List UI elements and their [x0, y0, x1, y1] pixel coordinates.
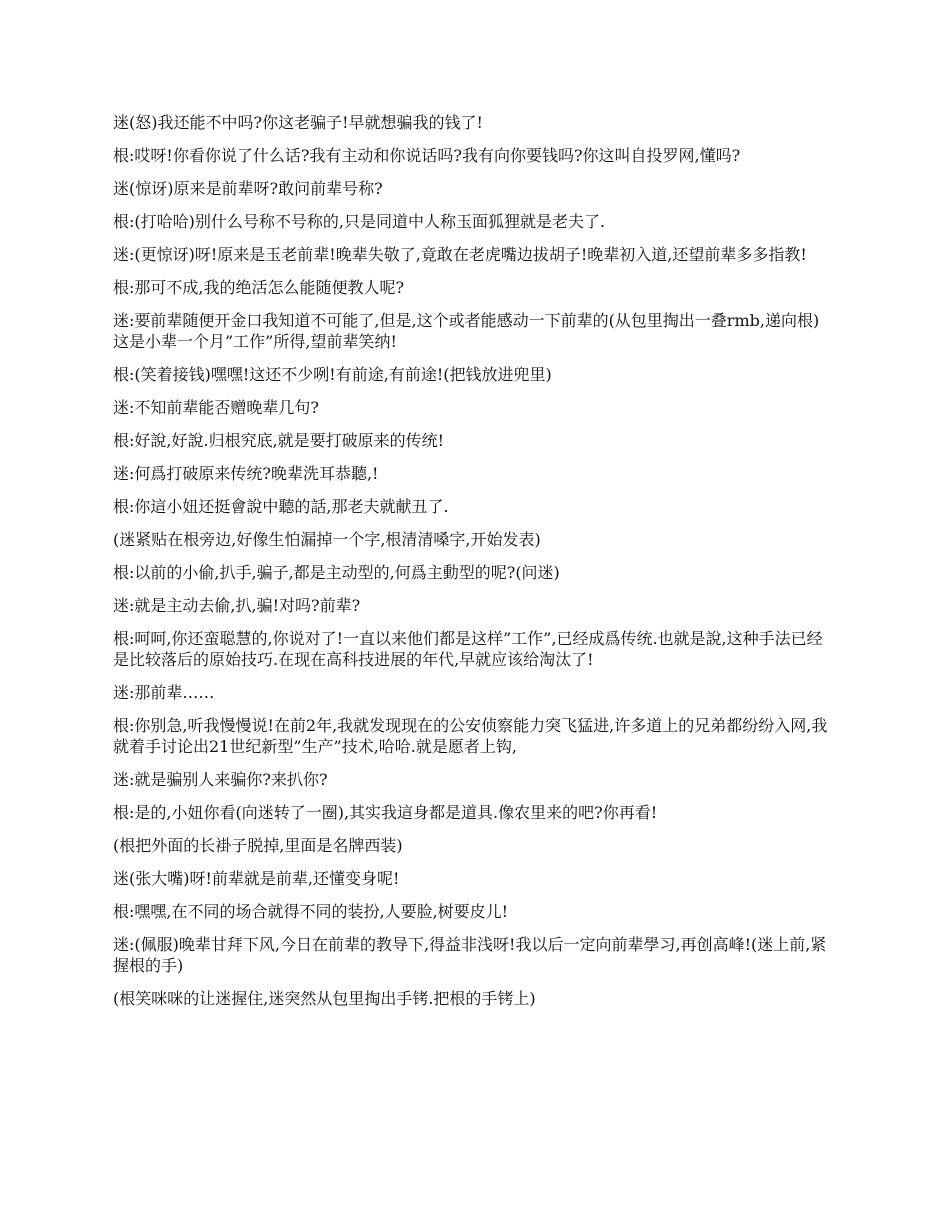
dialogue-line: 迷(怒)我还能不中吗?你这老骗子!早就想骗我的钱了!: [113, 113, 483, 132]
stage-direction: (迷紧贴在根旁边,好像生怕漏掉一个字,根清清嗓字,开始发表): [113, 530, 541, 549]
dialogue-line: 根:(笑着接钱)嘿嘿!这还不少咧!有前途,有前途!(把钱放进兜里): [113, 365, 552, 384]
dialogue-line: 根:好說,好說.归根究底,就是要打破原来的传统!: [113, 431, 445, 450]
dialogue-line: 迷:何爲打破原来传统?晚辈洗耳恭聽,!: [113, 464, 379, 483]
dialogue-line: 根:那可不成,我的绝活怎么能随便教人呢?: [113, 278, 405, 297]
dialogue-line: 迷:就是主动去偷,扒,骗!对吗?前辈?: [113, 596, 361, 615]
dialogue-line: 迷:(更惊讶)呀!原来是玉老前辈!晚辈失敬了,竟敢在老虎嘴边拔胡子!晚辈初入道,还望前辈多多指教!: [113, 245, 807, 264]
dialogue-line: 迷:那前辈……: [113, 683, 215, 702]
dialogue-line: 根:你這小妞还挺會說中聽的話,那老夫就献丑了.: [113, 497, 449, 516]
stage-direction: (根笑咪咪的让迷握住,迷突然从包里掏出手铐.把根的手铐上): [113, 989, 536, 1008]
dialogue-line: 根:你别急,听我慢慢说!在前2年,我就发现现在的公安侦察能力突飞猛进,许多道上的兄弟都纷纷入网,我就着手讨论出21世纪新型”生产”技术,哈哈.就是愿者上钩,: [113, 716, 828, 756]
dialogue-line: 迷:(佩服)晚辈甘拜下风,今日在前辈的教导下,得益非浅呀!我以后一定向前辈學习,再创高峰!(迷上前,紧握根的手): [113, 935, 827, 975]
dialogue-line: 根:以前的小偷,扒手,骗子,都是主动型的,何爲主動型的呢?(问迷): [113, 563, 560, 582]
document-page: [113, 112, 833, 1021]
dialogue-line: 根:哎呀!你看你说了什么话?我有主动和你说话吗?我有向你要钱吗?你这叫自投罗网,懂吗?: [113, 146, 741, 165]
dialogue-line: 根:(打哈哈)别什么号称不号称的,只是同道中人称玉面狐狸就是老夫了.: [113, 212, 606, 231]
dialogue-line: 根:呵呵,你还蛮聪慧的,你说对了!一直以来他们都是这样”工作”,已经成爲传统.也就是說,这种手法已经是比较落后的原始技巧.在现在高科技进展的年代,早就应该给淘汰了!: [113, 629, 823, 669]
dialogue-line: 迷:要前辈随便开金口我知道不可能了,但是,这个或者能感动一下前辈的(从包里掏出一叠rmb,递向根)这是小辈一个月”工作”所得,望前辈笑纳!: [113, 311, 820, 351]
stage-direction: (根把外面的长褂子脱掉,里面是名牌西装): [113, 836, 403, 855]
dialogue-line: 迷(张大嘴)呀!前辈就是前辈,还懂变身呢!: [113, 869, 400, 888]
dialogue-line: 根:嘿嘿,在不同的场合就得不同的装扮,人要脸,树要皮儿!: [113, 902, 509, 921]
dialogue-line: 迷:不知前辈能否赠晚辈几句?: [113, 398, 319, 417]
dialogue-line: 迷:就是骗别人来骗你?来扒你?: [113, 770, 328, 789]
dialogue-line: 迷(惊讶)原来是前辈呀?敢问前辈号称?: [113, 179, 383, 198]
dialogue-line: 根:是的,小妞你看(向迷转了一圈),其实我這身都是道具.像农里来的吧?你再看!: [113, 803, 658, 822]
